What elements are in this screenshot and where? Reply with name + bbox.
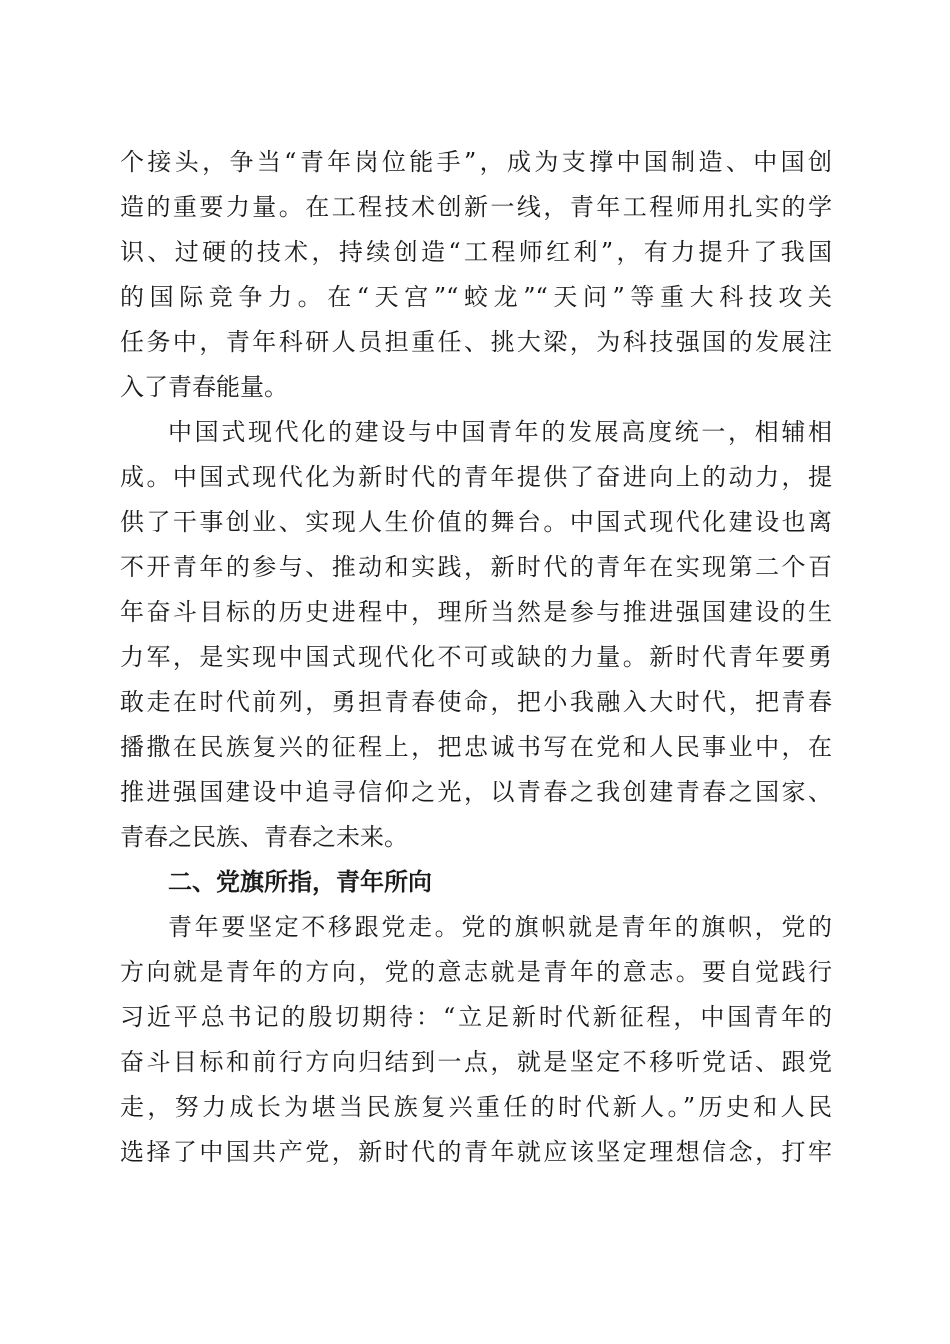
text-line: 年奋斗目标的历史进程中，理所当然是参与推进强国建设的生 [120, 598, 832, 626]
text-line: 奋斗目标和前行方向归结到一点，就是坚定不移听党话、跟党 [120, 1048, 832, 1076]
text-line: 识、过硬的技术，持续创造“工程师红利”，有力提升了我国 [120, 238, 832, 266]
text-line: 走，努力成长为堪当民族复兴重任的时代新人。”历史和人民 [120, 1093, 832, 1121]
text-line: 成。中国式现代化为新时代的青年提供了奋进向上的动力，提 [120, 463, 832, 491]
text-line: 播撒在民族复兴的征程上，把忠诚书写在党和人民事业中，在 [120, 733, 832, 761]
text-line: 敢走在时代前列，勇担青春使命，把小我融入大时代，把青春 [120, 688, 832, 716]
text-line: 个接头，争当“青年岗位能手”，成为支撑中国制造、中国创 [120, 148, 832, 176]
paragraph-start-line: 中国式现代化的建设与中国青年的发展高度统一，相辅相 [168, 418, 832, 446]
text-line: 的国际竞争力。在“天宫”“蛟龙”“天问”等重大科技攻关 [120, 283, 832, 311]
body-text [120, 140, 832, 1175]
paragraph-start-line: 青年要坚定不移跟党走。党的旗帜就是青年的旗帜，党的 [168, 913, 832, 941]
text-line: 推进强国建设中追寻信仰之光，以青春之我创建青春之国家、 [120, 778, 832, 806]
text-line: 造的重要力量。在工程技术创新一线，青年工程师用扎实的学 [120, 193, 832, 221]
text-line: 方向就是青年的方向，党的意志就是青年的意志。要自觉践行 [120, 958, 832, 986]
text-line: 习近平总书记的殷切期待：“立足新时代新征程，中国青年的 [120, 1003, 832, 1031]
text-line: 力军，是实现中国式现代化不可或缺的力量。新时代青年要勇 [120, 643, 832, 671]
text-line: 不开青年的参与、推动和实践，新时代的青年在实现第二个百 [120, 553, 832, 581]
text-line: 供了干事创业、实现人生价值的舞台。中国式现代化建设也离 [120, 508, 832, 536]
section-heading: 二、党旗所指，青年所向 [168, 868, 432, 896]
text-line: 青春之民族、青春之未来。 [120, 823, 408, 851]
text-line: 选择了中国共产党，新时代的青年就应该坚定理想信念，打牢 [120, 1138, 832, 1166]
text-line: 入了青春能量。 [120, 373, 288, 401]
text-line: 任务中，青年科研人员担重任、挑大梁，为科技强国的发展注 [120, 328, 832, 356]
